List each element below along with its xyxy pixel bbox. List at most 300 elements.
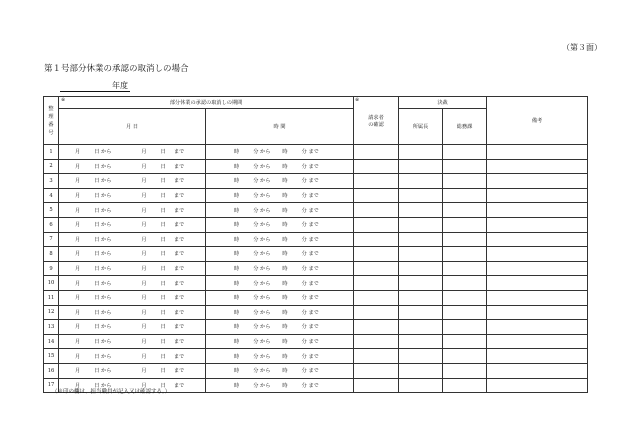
time-range-cell[interactable] bbox=[206, 217, 354, 232]
date-part-label: 月 bbox=[141, 309, 147, 316]
time-part-label: 時 bbox=[234, 178, 240, 185]
number-header: 整 理 番 号 bbox=[44, 97, 59, 145]
date-part-label: まで bbox=[173, 163, 185, 170]
date-part-label: 月 bbox=[141, 353, 147, 360]
approval-dept-head-cell[interactable] bbox=[399, 188, 443, 203]
approval-general-affairs-cell[interactable] bbox=[443, 276, 487, 291]
row-number: 10 bbox=[44, 276, 59, 291]
date-part-label: 日 bbox=[160, 280, 166, 287]
date-part-label: まで bbox=[173, 382, 185, 389]
approval-general-affairs-cell[interactable] bbox=[443, 349, 487, 364]
date-part-label: 日 bbox=[160, 236, 166, 243]
time-header: 時 間 bbox=[206, 109, 354, 145]
cancellation-table bbox=[43, 96, 588, 393]
time-part-label: 分 から bbox=[253, 193, 271, 200]
approval-general-affairs-cell[interactable] bbox=[443, 159, 487, 174]
date-range-cell[interactable] bbox=[59, 203, 206, 218]
requester-confirm-cell[interactable] bbox=[354, 174, 399, 189]
time-part-label: 分 から bbox=[253, 295, 271, 302]
date-part-label: 日 bbox=[160, 207, 166, 214]
approval-dept-head-cell[interactable] bbox=[399, 203, 443, 218]
period-header: ※ 部分休業の承認の取消しの期間 bbox=[59, 97, 354, 109]
date-range-cell[interactable] bbox=[59, 363, 206, 378]
approval-general-affairs-cell[interactable] bbox=[443, 203, 487, 218]
time-part-label: 分 まで bbox=[301, 163, 319, 170]
remarks-cell[interactable] bbox=[487, 203, 588, 218]
requester-confirm-cell[interactable] bbox=[354, 276, 399, 291]
remarks-cell[interactable] bbox=[487, 247, 588, 262]
time-part-label: 分 から bbox=[253, 251, 271, 258]
time-part-label: 分 まで bbox=[301, 353, 319, 360]
table-row bbox=[44, 261, 588, 276]
row-number: 7 bbox=[44, 232, 59, 247]
time-range-cell[interactable] bbox=[206, 305, 354, 320]
requester-confirm-cell[interactable] bbox=[354, 203, 399, 218]
remarks-cell[interactable] bbox=[487, 334, 588, 349]
time-part-label: 分 まで bbox=[301, 368, 319, 375]
date-part-label: 日 bbox=[160, 295, 166, 302]
date-part-label: 日 bbox=[160, 339, 166, 346]
period-mark: ※ bbox=[61, 97, 66, 103]
date-range-cell[interactable] bbox=[59, 247, 206, 262]
row-number: 14 bbox=[44, 334, 59, 349]
time-part-label: 分 まで bbox=[301, 149, 319, 156]
time-part-label: 分 から bbox=[253, 266, 271, 273]
date-part-label: 日 から bbox=[94, 266, 112, 273]
date-part-label: まで bbox=[173, 324, 185, 331]
time-part-label: 分 まで bbox=[301, 207, 319, 214]
approval-general-affairs-cell[interactable] bbox=[443, 247, 487, 262]
date-part-label: 月 bbox=[141, 339, 147, 346]
table-row bbox=[44, 276, 588, 291]
time-range-cell[interactable] bbox=[206, 159, 354, 174]
time-part-label: 分 まで bbox=[301, 236, 319, 243]
date-part-label: 月 bbox=[141, 149, 147, 156]
date-part-label: 日 bbox=[160, 251, 166, 258]
approval-dept-head-cell[interactable] bbox=[399, 305, 443, 320]
requester-confirm-cell[interactable] bbox=[354, 159, 399, 174]
requester-confirm-cell[interactable] bbox=[354, 305, 399, 320]
date-part-label: 日 bbox=[160, 324, 166, 331]
date-range-cell[interactable] bbox=[59, 276, 206, 291]
date-part-label: 日 から bbox=[94, 193, 112, 200]
date-part-label: 月 bbox=[141, 163, 147, 170]
approval-dept-head-cell[interactable] bbox=[399, 174, 443, 189]
date-part-label: 月 bbox=[75, 382, 81, 389]
approval-dept-head: 所属長 bbox=[399, 109, 443, 145]
date-part-label: 月 bbox=[141, 207, 147, 214]
requester-confirm-cell[interactable] bbox=[354, 261, 399, 276]
requester-confirm-cell[interactable] bbox=[354, 247, 399, 262]
table-row bbox=[44, 232, 588, 247]
table-row bbox=[44, 363, 588, 378]
time-part-label: 分 から bbox=[253, 163, 271, 170]
time-part-label: 分 まで bbox=[301, 178, 319, 185]
date-part-label: まで bbox=[173, 207, 185, 214]
approval-dept-head-cell[interactable] bbox=[399, 145, 443, 160]
approval-general-affairs: 総務課 bbox=[443, 109, 487, 145]
time-part-label: 時 bbox=[234, 324, 240, 331]
time-range-cell[interactable] bbox=[206, 349, 354, 364]
date-range-cell[interactable] bbox=[59, 159, 206, 174]
date-part-label: 日 から bbox=[94, 382, 112, 389]
remarks-cell[interactable] bbox=[487, 159, 588, 174]
approval-general-affairs-cell[interactable] bbox=[443, 174, 487, 189]
document-title: 第１号部分休業の承認の取消しの場合 bbox=[44, 64, 189, 74]
date-part-label: 月 bbox=[141, 382, 147, 389]
date-part-label: 日 bbox=[160, 193, 166, 200]
time-part-label: 時 bbox=[282, 339, 288, 346]
date-part-label: 日 から bbox=[94, 324, 112, 331]
row-number: 16 bbox=[44, 363, 59, 378]
date-part-label: 日 から bbox=[94, 178, 112, 185]
date-part-label: 日 bbox=[160, 353, 166, 360]
time-part-label: 時 bbox=[234, 382, 240, 389]
date-part-label: 月 bbox=[141, 266, 147, 273]
time-part-label: 時 bbox=[282, 368, 288, 375]
date-part-label: 月 bbox=[141, 368, 147, 375]
date-part-label: 日 bbox=[160, 222, 166, 229]
time-part-label: 分 から bbox=[253, 382, 271, 389]
date-part-label: 日 から bbox=[94, 163, 112, 170]
date-range-cell[interactable] bbox=[59, 290, 206, 305]
date-part-label: まで bbox=[173, 266, 185, 273]
date-part-label: 日 から bbox=[94, 236, 112, 243]
table-row bbox=[44, 145, 588, 160]
time-part-label: 分 まで bbox=[301, 295, 319, 302]
time-part-label: 分 まで bbox=[301, 324, 319, 331]
date-range-cell[interactable] bbox=[59, 174, 206, 189]
approval-general-affairs-cell[interactable] bbox=[443, 217, 487, 232]
date-part-label: 月 bbox=[75, 353, 81, 360]
approval-general-affairs-cell[interactable] bbox=[443, 334, 487, 349]
requester-confirm-cell[interactable] bbox=[354, 334, 399, 349]
approval-dept-head-cell[interactable] bbox=[399, 276, 443, 291]
date-part-label: 月 bbox=[75, 324, 81, 331]
approval-dept-head-cell[interactable] bbox=[399, 320, 443, 335]
date-header: 月 日 bbox=[59, 109, 206, 145]
approval-general-affairs-cell[interactable] bbox=[443, 290, 487, 305]
approval-general-affairs-cell[interactable] bbox=[443, 145, 487, 160]
approval-dept-head-cell[interactable] bbox=[399, 217, 443, 232]
approval-general-affairs-cell[interactable] bbox=[443, 232, 487, 247]
time-part-label: 時 bbox=[234, 295, 240, 302]
date-part-label: 月 bbox=[141, 280, 147, 287]
date-range-cell[interactable] bbox=[59, 145, 206, 160]
remarks-cell[interactable] bbox=[487, 261, 588, 276]
remarks-cell[interactable] bbox=[487, 188, 588, 203]
time-part-label: 分 から bbox=[253, 207, 271, 214]
approval-general-affairs-cell[interactable] bbox=[443, 261, 487, 276]
time-part-label: 分 まで bbox=[301, 309, 319, 316]
requester-confirm-cell[interactable] bbox=[354, 363, 399, 378]
row-number: 12 bbox=[44, 305, 59, 320]
footnote: （※印の欄は、担当職員が記入又は確認する。） bbox=[52, 389, 171, 395]
date-part-label: まで bbox=[173, 339, 185, 346]
time-range-cell[interactable] bbox=[206, 378, 354, 393]
time-part-label: 時 bbox=[234, 193, 240, 200]
time-part-label: 時 bbox=[282, 163, 288, 170]
date-range-cell[interactable] bbox=[59, 188, 206, 203]
date-range-cell[interactable] bbox=[59, 261, 206, 276]
requester-confirm-cell[interactable] bbox=[354, 290, 399, 305]
date-part-label: 日 から bbox=[94, 309, 112, 316]
time-part-label: 分 から bbox=[253, 222, 271, 229]
requester-confirm-cell[interactable] bbox=[354, 320, 399, 335]
remarks-cell[interactable] bbox=[487, 349, 588, 364]
approval-general-affairs-cell[interactable] bbox=[443, 378, 487, 393]
time-part-label: 時 bbox=[282, 251, 288, 258]
approval-general-affairs-cell[interactable] bbox=[443, 363, 487, 378]
table-row bbox=[44, 247, 588, 262]
date-range-cell[interactable] bbox=[59, 232, 206, 247]
time-part-label: 時 bbox=[234, 149, 240, 156]
date-part-label: 月 bbox=[141, 222, 147, 229]
time-part-label: 時 bbox=[282, 382, 288, 389]
time-part-label: 時 bbox=[282, 149, 288, 156]
time-range-cell[interactable] bbox=[206, 261, 354, 276]
approval-general-affairs-cell[interactable] bbox=[443, 320, 487, 335]
remarks-header: 備考 bbox=[487, 97, 588, 145]
year-field bbox=[60, 81, 130, 92]
time-part-label: 時 bbox=[234, 309, 240, 316]
approval-dept-head-cell[interactable] bbox=[399, 334, 443, 349]
remarks-cell[interactable] bbox=[487, 276, 588, 291]
time-part-label: 分 まで bbox=[301, 339, 319, 346]
requester-confirm-cell[interactable] bbox=[354, 232, 399, 247]
approval-dept-head-cell[interactable] bbox=[399, 378, 443, 393]
row-number: 2 bbox=[44, 159, 59, 174]
time-range-cell[interactable] bbox=[206, 363, 354, 378]
date-part-label: 日 から bbox=[94, 207, 112, 214]
remarks-cell[interactable] bbox=[487, 290, 588, 305]
date-range-cell[interactable] bbox=[59, 334, 206, 349]
time-part-label: 時 bbox=[234, 163, 240, 170]
time-part-label: 分 から bbox=[253, 324, 271, 331]
date-part-label: まで bbox=[173, 353, 185, 360]
remarks-cell[interactable] bbox=[487, 217, 588, 232]
date-part-label: 月 bbox=[141, 193, 147, 200]
time-part-label: 時 bbox=[282, 324, 288, 331]
time-part-label: 分 から bbox=[253, 353, 271, 360]
date-part-label: 日 bbox=[160, 382, 166, 389]
time-part-label: 分 まで bbox=[301, 280, 319, 287]
row-number: 15 bbox=[44, 349, 59, 364]
date-part-label: 月 bbox=[75, 251, 81, 258]
date-part-label: 月 bbox=[75, 266, 81, 273]
time-part-label: 分 まで bbox=[301, 251, 319, 258]
table-row bbox=[44, 334, 588, 349]
remarks-cell[interactable] bbox=[487, 378, 588, 393]
time-part-label: 時 bbox=[282, 353, 288, 360]
time-part-label: 時 bbox=[234, 353, 240, 360]
date-part-label: 日 から bbox=[94, 339, 112, 346]
row-number: 3 bbox=[44, 174, 59, 189]
table-row bbox=[44, 290, 588, 305]
date-part-label: 月 bbox=[141, 251, 147, 258]
approval-dept-head-cell[interactable] bbox=[399, 247, 443, 262]
approval-dept-head-cell[interactable] bbox=[399, 290, 443, 305]
row-number: 6 bbox=[44, 217, 59, 232]
requester-confirm-cell[interactable] bbox=[354, 217, 399, 232]
row-number: 1 bbox=[44, 145, 59, 160]
time-part-label: 時 bbox=[234, 280, 240, 287]
date-part-label: 月 bbox=[75, 339, 81, 346]
remarks-cell[interactable] bbox=[487, 363, 588, 378]
date-part-label: 月 bbox=[75, 207, 81, 214]
time-range-cell[interactable] bbox=[206, 334, 354, 349]
time-part-label: 時 bbox=[234, 339, 240, 346]
time-part-label: 時 bbox=[234, 207, 240, 214]
table-row bbox=[44, 217, 588, 232]
time-part-label: 分 から bbox=[253, 339, 271, 346]
time-part-label: 時 bbox=[234, 368, 240, 375]
date-part-label: まで bbox=[173, 149, 185, 156]
time-part-label: 分 から bbox=[253, 368, 271, 375]
date-range-cell[interactable] bbox=[59, 320, 206, 335]
date-part-label: 月 bbox=[75, 280, 81, 287]
table-row bbox=[44, 174, 588, 189]
time-part-label: 時 bbox=[234, 222, 240, 229]
row-number: 9 bbox=[44, 261, 59, 276]
remarks-cell[interactable] bbox=[487, 174, 588, 189]
approval-general-affairs-cell[interactable] bbox=[443, 188, 487, 203]
table-row bbox=[44, 159, 588, 174]
approval-dept-head-cell[interactable] bbox=[399, 349, 443, 364]
time-range-cell[interactable] bbox=[206, 290, 354, 305]
date-part-label: 月 bbox=[75, 163, 81, 170]
date-part-label: 日 bbox=[160, 309, 166, 316]
time-part-label: 時 bbox=[234, 251, 240, 258]
approval-general-affairs-cell[interactable] bbox=[443, 305, 487, 320]
date-part-label: 日 から bbox=[94, 280, 112, 287]
time-part-label: 時 bbox=[282, 178, 288, 185]
time-part-label: 分 から bbox=[253, 236, 271, 243]
date-part-label: 日 から bbox=[94, 295, 112, 302]
time-range-cell[interactable] bbox=[206, 174, 354, 189]
row-number: 4 bbox=[44, 188, 59, 203]
row-number: 13 bbox=[44, 320, 59, 335]
approval-dept-head-cell[interactable] bbox=[399, 363, 443, 378]
time-range-cell[interactable] bbox=[206, 145, 354, 160]
date-part-label: 月 bbox=[141, 236, 147, 243]
date-part-label: 月 bbox=[75, 149, 81, 156]
date-part-label: まで bbox=[173, 251, 185, 258]
remarks-cell[interactable] bbox=[487, 320, 588, 335]
date-part-label: まで bbox=[173, 178, 185, 185]
requester-confirm-cell[interactable] bbox=[354, 145, 399, 160]
requester-confirm-cell[interactable] bbox=[354, 378, 399, 393]
date-part-label: 月 bbox=[141, 178, 147, 185]
date-part-label: 日 から bbox=[94, 149, 112, 156]
date-part-label: 月 bbox=[75, 178, 81, 185]
time-range-cell[interactable] bbox=[206, 320, 354, 335]
date-part-label: 日 から bbox=[94, 353, 112, 360]
time-part-label: 分 から bbox=[253, 280, 271, 287]
requester-confirm-cell[interactable] bbox=[354, 349, 399, 364]
approval-dept-head-cell[interactable] bbox=[399, 159, 443, 174]
row-number: 8 bbox=[44, 247, 59, 262]
time-range-cell[interactable] bbox=[206, 232, 354, 247]
date-range-cell[interactable] bbox=[59, 217, 206, 232]
time-part-label: 分 まで bbox=[301, 382, 319, 389]
requester-mark: ※ bbox=[355, 97, 360, 103]
table-row bbox=[44, 320, 588, 335]
date-part-label: 日 bbox=[160, 368, 166, 375]
time-part-label: 分 まで bbox=[301, 193, 319, 200]
row-number: 17 bbox=[44, 378, 59, 393]
date-part-label: 月 bbox=[75, 193, 81, 200]
time-part-label: 時 bbox=[234, 266, 240, 273]
date-part-label: まで bbox=[173, 280, 185, 287]
date-part-label: まで bbox=[173, 193, 185, 200]
page-number: （第３面） bbox=[562, 43, 602, 52]
date-range-cell[interactable] bbox=[59, 305, 206, 320]
date-part-label: 月 bbox=[141, 295, 147, 302]
approval-dept-head-cell[interactable] bbox=[399, 232, 443, 247]
date-part-label: 日 から bbox=[94, 368, 112, 375]
time-range-cell[interactable] bbox=[206, 188, 354, 203]
date-part-label: 日 bbox=[160, 178, 166, 185]
time-range-cell[interactable] bbox=[206, 247, 354, 262]
approval-dept-head-cell[interactable] bbox=[399, 261, 443, 276]
time-part-label: 時 bbox=[282, 295, 288, 302]
date-part-label: 日 から bbox=[94, 222, 112, 229]
table-row bbox=[44, 349, 588, 364]
date-part-label: まで bbox=[173, 295, 185, 302]
time-part-label: 時 bbox=[282, 236, 288, 243]
time-part-label: 時 bbox=[282, 309, 288, 316]
time-part-label: 時 bbox=[234, 236, 240, 243]
time-range-cell[interactable] bbox=[206, 276, 354, 291]
requester-confirm-header: ※ 請求者 の確認 bbox=[354, 97, 399, 145]
date-range-cell[interactable] bbox=[59, 349, 206, 364]
remarks-cell[interactable] bbox=[487, 305, 588, 320]
date-part-label: 日 から bbox=[94, 251, 112, 258]
date-part-label: まで bbox=[173, 368, 185, 375]
time-part-label: 分 から bbox=[253, 149, 271, 156]
row-number: 11 bbox=[44, 290, 59, 305]
date-part-label: 日 bbox=[160, 266, 166, 273]
date-part-label: 月 bbox=[75, 236, 81, 243]
remarks-cell[interactable] bbox=[487, 145, 588, 160]
time-part-label: 分 から bbox=[253, 178, 271, 185]
year-label: 年度 bbox=[112, 81, 128, 90]
time-part-label: 時 bbox=[282, 266, 288, 273]
table-row bbox=[44, 305, 588, 320]
date-part-label: まで bbox=[173, 236, 185, 243]
row-number: 5 bbox=[44, 203, 59, 218]
date-part-label: まで bbox=[173, 309, 185, 316]
approval-header: 決裁 bbox=[399, 97, 487, 109]
date-part-label: 月 bbox=[75, 295, 81, 302]
time-part-label: 時 bbox=[282, 280, 288, 287]
date-part-label: 月 bbox=[75, 368, 81, 375]
date-part-label: 月 bbox=[75, 309, 81, 316]
remarks-cell[interactable] bbox=[487, 232, 588, 247]
date-part-label: まで bbox=[173, 222, 185, 229]
date-part-label: 日 bbox=[160, 149, 166, 156]
time-part-label: 分 まで bbox=[301, 266, 319, 273]
time-part-label: 時 bbox=[282, 207, 288, 214]
time-part-label: 時 bbox=[282, 222, 288, 229]
time-range-cell[interactable] bbox=[206, 203, 354, 218]
date-part-label: 日 bbox=[160, 163, 166, 170]
requester-confirm-cell[interactable] bbox=[354, 188, 399, 203]
date-part-label: 月 bbox=[141, 324, 147, 331]
table-row bbox=[44, 188, 588, 203]
time-part-label: 分 から bbox=[253, 309, 271, 316]
